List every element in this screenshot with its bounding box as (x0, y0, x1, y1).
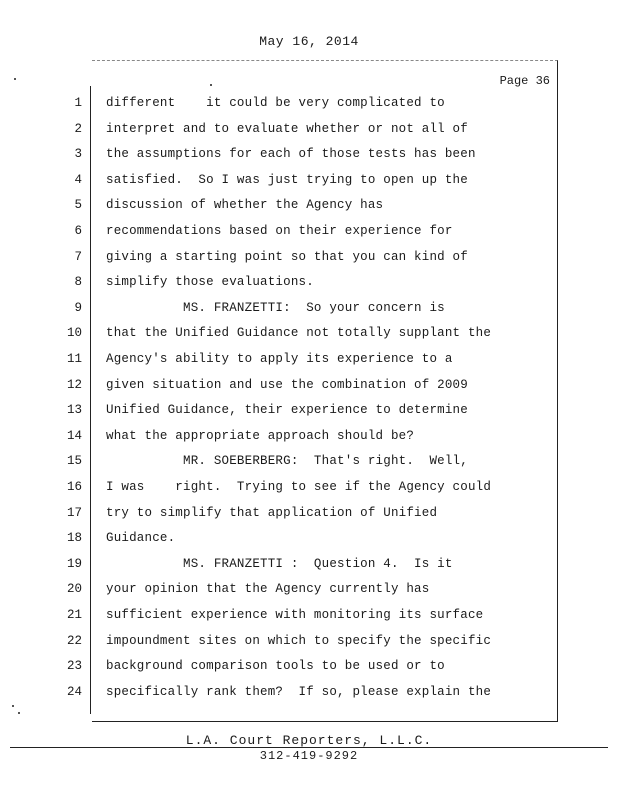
transcript-line: I was right. Trying to see if the Agency could (106, 480, 492, 494)
transcript-line: MS. FRANZETTI : Question 4. Is it (106, 557, 453, 571)
transcript-line: Guidance. (106, 531, 176, 545)
transcript-line: satisfied. So I was just trying to open up the (106, 173, 468, 187)
transcript-date-header: May 16, 2014 (259, 34, 359, 49)
transcript-line: Unified Guidance, their experience to determine (106, 403, 468, 417)
line-number: 11 (66, 352, 82, 366)
transcript-line: MR. SOEBERBERG: That's right. Well, (106, 454, 468, 468)
line-number: 15 (66, 454, 82, 468)
line-number: 14 (66, 429, 82, 443)
footer-divider (10, 747, 608, 748)
line-number: 2 (74, 122, 82, 136)
line-number: 9 (74, 301, 82, 315)
transcript-line: specifically rank them? If so, please explain the (106, 685, 492, 699)
line-number: 21 (66, 608, 82, 622)
transcript-line: the assumptions for each of those tests has been (106, 147, 476, 161)
line-number: 13 (66, 403, 82, 417)
line-number: 19 (66, 557, 82, 571)
line-number: 17 (66, 506, 82, 520)
line-number: 24 (66, 685, 82, 699)
line-number: 18 (66, 531, 82, 545)
scan-speck (14, 78, 16, 80)
line-number: 20 (66, 582, 82, 596)
line-number: 23 (66, 659, 82, 673)
transcript-line: different it could be very complicated to (106, 96, 445, 110)
transcript-line: discussion of whether the Agency has (106, 198, 384, 212)
transcript-line: what the appropriate approach should be? (106, 429, 415, 443)
transcript-line: impoundment sites on which to specify the specific (106, 634, 492, 648)
line-number: 8 (74, 275, 82, 289)
line-number: 22 (66, 634, 82, 648)
transcript-line: background comparison tools to be used or to (106, 659, 445, 673)
line-number: 4 (74, 173, 82, 187)
scan-speck (12, 705, 14, 707)
line-number: 12 (66, 378, 82, 392)
scan-speck (18, 712, 20, 714)
transcript-line: sufficient experience with monitoring its surface (106, 608, 484, 622)
line-number: 7 (74, 250, 82, 264)
line-number: 1 (74, 96, 82, 110)
footer-phone: 312-419-9292 (259, 749, 359, 763)
line-number: 3 (74, 147, 82, 161)
left-margin-rule (90, 86, 91, 714)
transcript-line: MS. FRANZETTI: So your concern is (106, 301, 445, 315)
transcript-line: given situation and use the combination of 2009 (106, 378, 468, 392)
scan-speck (210, 84, 212, 86)
transcript-line: recommendations based on their experience for (106, 224, 453, 238)
footer-company: L.A. Court Reporters, L.L.C. (185, 733, 433, 748)
transcript-line: giving a starting point so that you can kind of (106, 250, 468, 264)
transcript-line: interpret and to evaluate whether or not all of (106, 122, 468, 136)
transcript-line: Agency's ability to apply its experience to a (106, 352, 453, 366)
line-number: 5 (74, 198, 82, 212)
transcript-line: simplify those evaluations. (106, 275, 314, 289)
line-number: 6 (74, 224, 82, 238)
transcript-line: that the Unified Guidance not totally supplant the (106, 326, 492, 340)
transcript-line: your opinion that the Agency currently has (106, 582, 430, 596)
page-number-label: Page 36 (499, 74, 550, 88)
transcript-line: try to simplify that application of Unified (106, 506, 438, 520)
line-number: 16 (66, 480, 82, 494)
line-number: 10 (66, 326, 82, 340)
